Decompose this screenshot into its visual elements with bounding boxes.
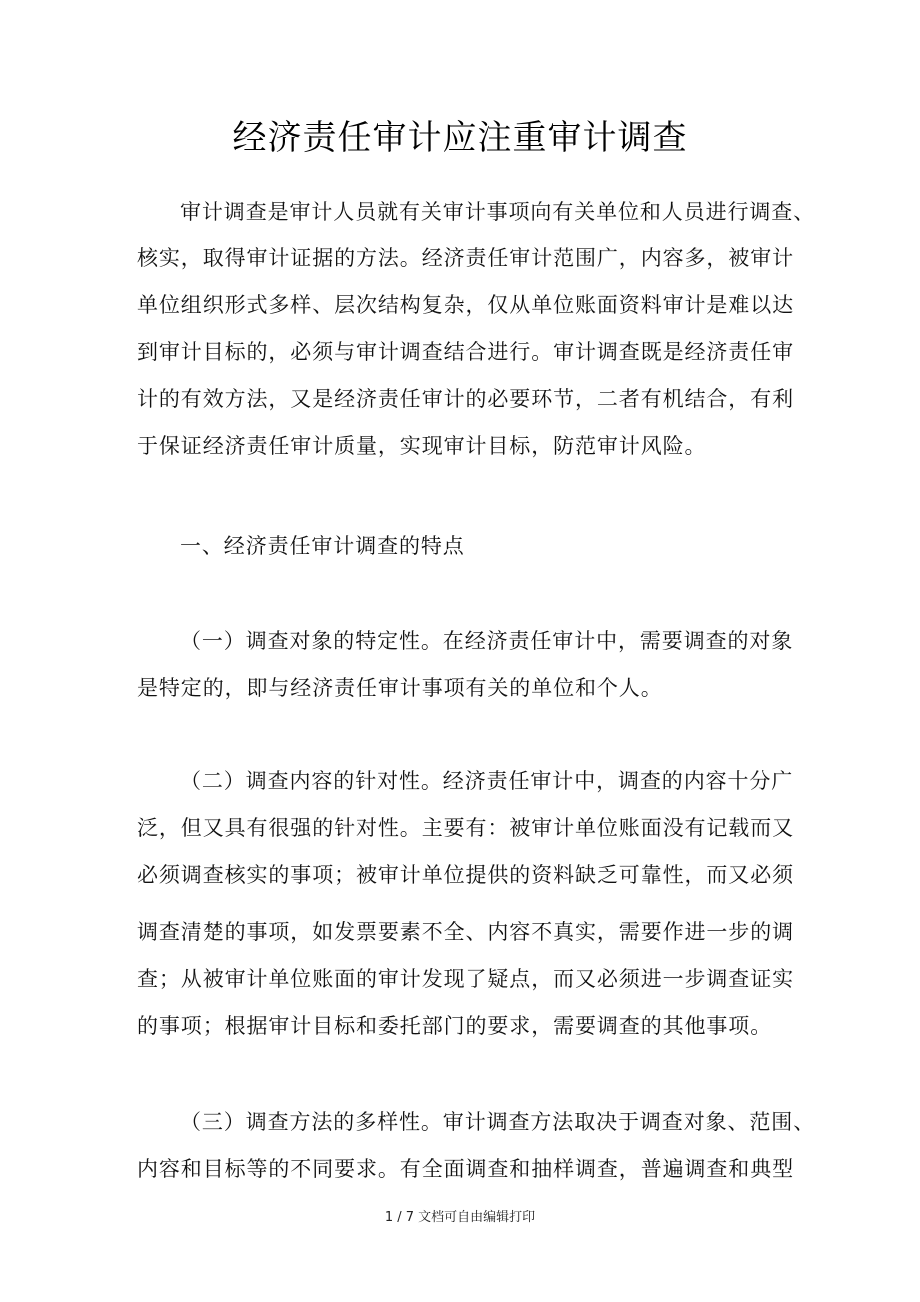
paragraph-line: 单位组织形式多样、层次结构复杂，仅从单位账面资料审计是难以达: [137, 293, 794, 317]
paragraph-line: （一）调查对象的特定性。在经济责任审计中，需要调查的对象: [180, 629, 794, 653]
paragraph-line: 查；从被审计单位账面的审计发现了疑点，而又必须进一步调查证实: [137, 967, 794, 991]
paragraph-line: 到审计目标的，必须与审计调查结合进行。审计调查既是经济责任审: [137, 340, 794, 364]
paragraph-line: 的事项；根据审计目标和委托部门的要求，需要调查的其他事项。: [137, 1014, 773, 1038]
paragraph-line: 审计调查是审计人员就有关审计事项向有关单位和人员进行调查、: [180, 200, 816, 224]
section-heading: 一、经济责任审计调查的特点: [180, 534, 465, 558]
paragraph-line: 必须调查核实的事项；被审计单位提供的资料缺乏可靠性，而又必须: [137, 863, 794, 887]
paragraph-line: 调查清楚的事项，如发票要素不全、内容不真实，需要作进一步的调: [137, 920, 794, 944]
paragraph-line: 计的有效方法，又是经济责任审计的必要环节，二者有机结合，有利: [137, 387, 794, 411]
paragraph-line: 内容和目标等的不同要求。有全面调查和抽样调查，普遍调查和典型: [137, 1157, 794, 1181]
paragraph-line: 泛，但又具有很强的针对性。主要有：被审计单位账面没有记载而又: [137, 816, 794, 840]
page-footer: 1 / 7 文档可自由编辑打印: [384, 1210, 536, 1225]
paragraph-line: （三）调查方法的多样性。审计调查方法取决于调查对象、范围、: [180, 1110, 816, 1134]
paragraph-line: （二）调查内容的针对性。经济责任审计中，调查的内容十分广: [180, 769, 794, 793]
paragraph-line: 是特定的，即与经济责任审计事项有关的单位和个人。: [137, 676, 663, 700]
document-title: 经济责任审计应注重审计调查: [232, 118, 688, 158]
paragraph-line: 于保证经济责任审计质量，实现审计目标，防范审计风险。: [137, 434, 707, 458]
paragraph-line: 核实，取得审计证据的方法。经济责任审计范围广，内容多，被审计: [137, 246, 794, 270]
